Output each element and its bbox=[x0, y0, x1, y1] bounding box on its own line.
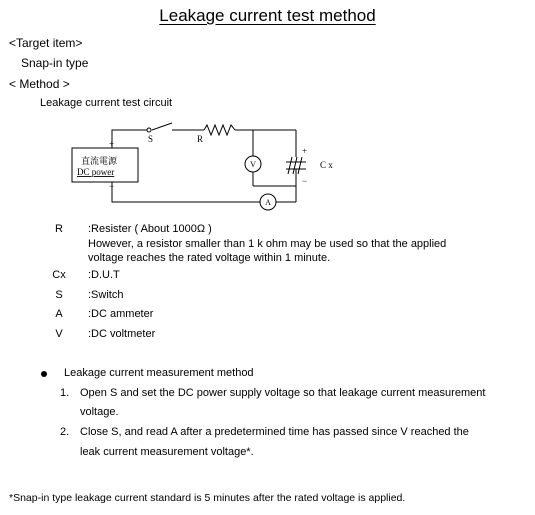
footnote: *Snap-in type leakage current standard is 5 minutes after the rated voltage is applied. bbox=[9, 492, 406, 504]
measurement-heading: Leakage current measurement method bbox=[64, 367, 254, 379]
capacitor-hatch-3 bbox=[298, 157, 302, 174]
wire-top-left bbox=[112, 130, 147, 148]
switch-pivot bbox=[147, 128, 151, 132]
resistor-label: R bbox=[197, 134, 204, 144]
def-symbol: R bbox=[55, 223, 63, 235]
cap-minus: − bbox=[302, 176, 308, 186]
def-text: voltage reaches the rated voltage within 1 minute. bbox=[88, 252, 331, 264]
switch-blade bbox=[152, 123, 172, 130]
def-text: :DC ammeter bbox=[88, 308, 154, 320]
def-text: :D.U.T bbox=[88, 269, 120, 281]
wire-bottom bbox=[112, 182, 260, 202]
switch-label: S bbox=[148, 134, 154, 144]
source-plus: + bbox=[109, 139, 115, 149]
step-text: voltage. bbox=[80, 406, 119, 418]
def-text: :Switch bbox=[88, 289, 124, 301]
source-kanji: 直流電源 bbox=[81, 156, 118, 166]
resistor bbox=[204, 125, 235, 135]
cap-plus: + bbox=[302, 146, 308, 156]
def-text: However, a resistor smaller than 1 k ohm may be used so that the applied bbox=[88, 238, 447, 250]
step-text: leak current measurement voltage*. bbox=[80, 446, 254, 458]
step-text: Open S and set the DC power supply voltage so that leakage current measurement bbox=[80, 387, 486, 399]
def-text: :Resister ( About 1000Ω ) bbox=[88, 223, 212, 235]
source-label: DC power bbox=[77, 167, 115, 177]
target-heading: <Target item> bbox=[9, 36, 83, 50]
def-text: :DC voltmeter bbox=[88, 328, 156, 340]
circuit-title: Leakage current test circuit bbox=[40, 97, 173, 109]
circuit-diagram bbox=[0, 0, 535, 220]
step-text: Close S, and read A after a predetermined time has passed since V reached the bbox=[80, 426, 469, 438]
page-title: Leakage current test method bbox=[159, 6, 376, 25]
def-symbol: S bbox=[55, 289, 63, 301]
cap-label: C x bbox=[320, 160, 333, 170]
def-symbol: V bbox=[55, 328, 63, 340]
step-number: 2. bbox=[60, 426, 70, 438]
def-symbol: Cx bbox=[52, 269, 66, 281]
capacitor-hatch-1 bbox=[288, 157, 292, 174]
bullet-dot bbox=[41, 371, 47, 377]
target-value: Snap-in type bbox=[21, 56, 89, 70]
source-minus: − bbox=[109, 181, 115, 191]
ammeter-label: A bbox=[265, 198, 271, 207]
voltmeter-label: V bbox=[250, 160, 256, 169]
method-heading: < Method > bbox=[9, 77, 70, 91]
def-symbol: A bbox=[55, 308, 63, 320]
step-number: 1. bbox=[60, 387, 70, 399]
